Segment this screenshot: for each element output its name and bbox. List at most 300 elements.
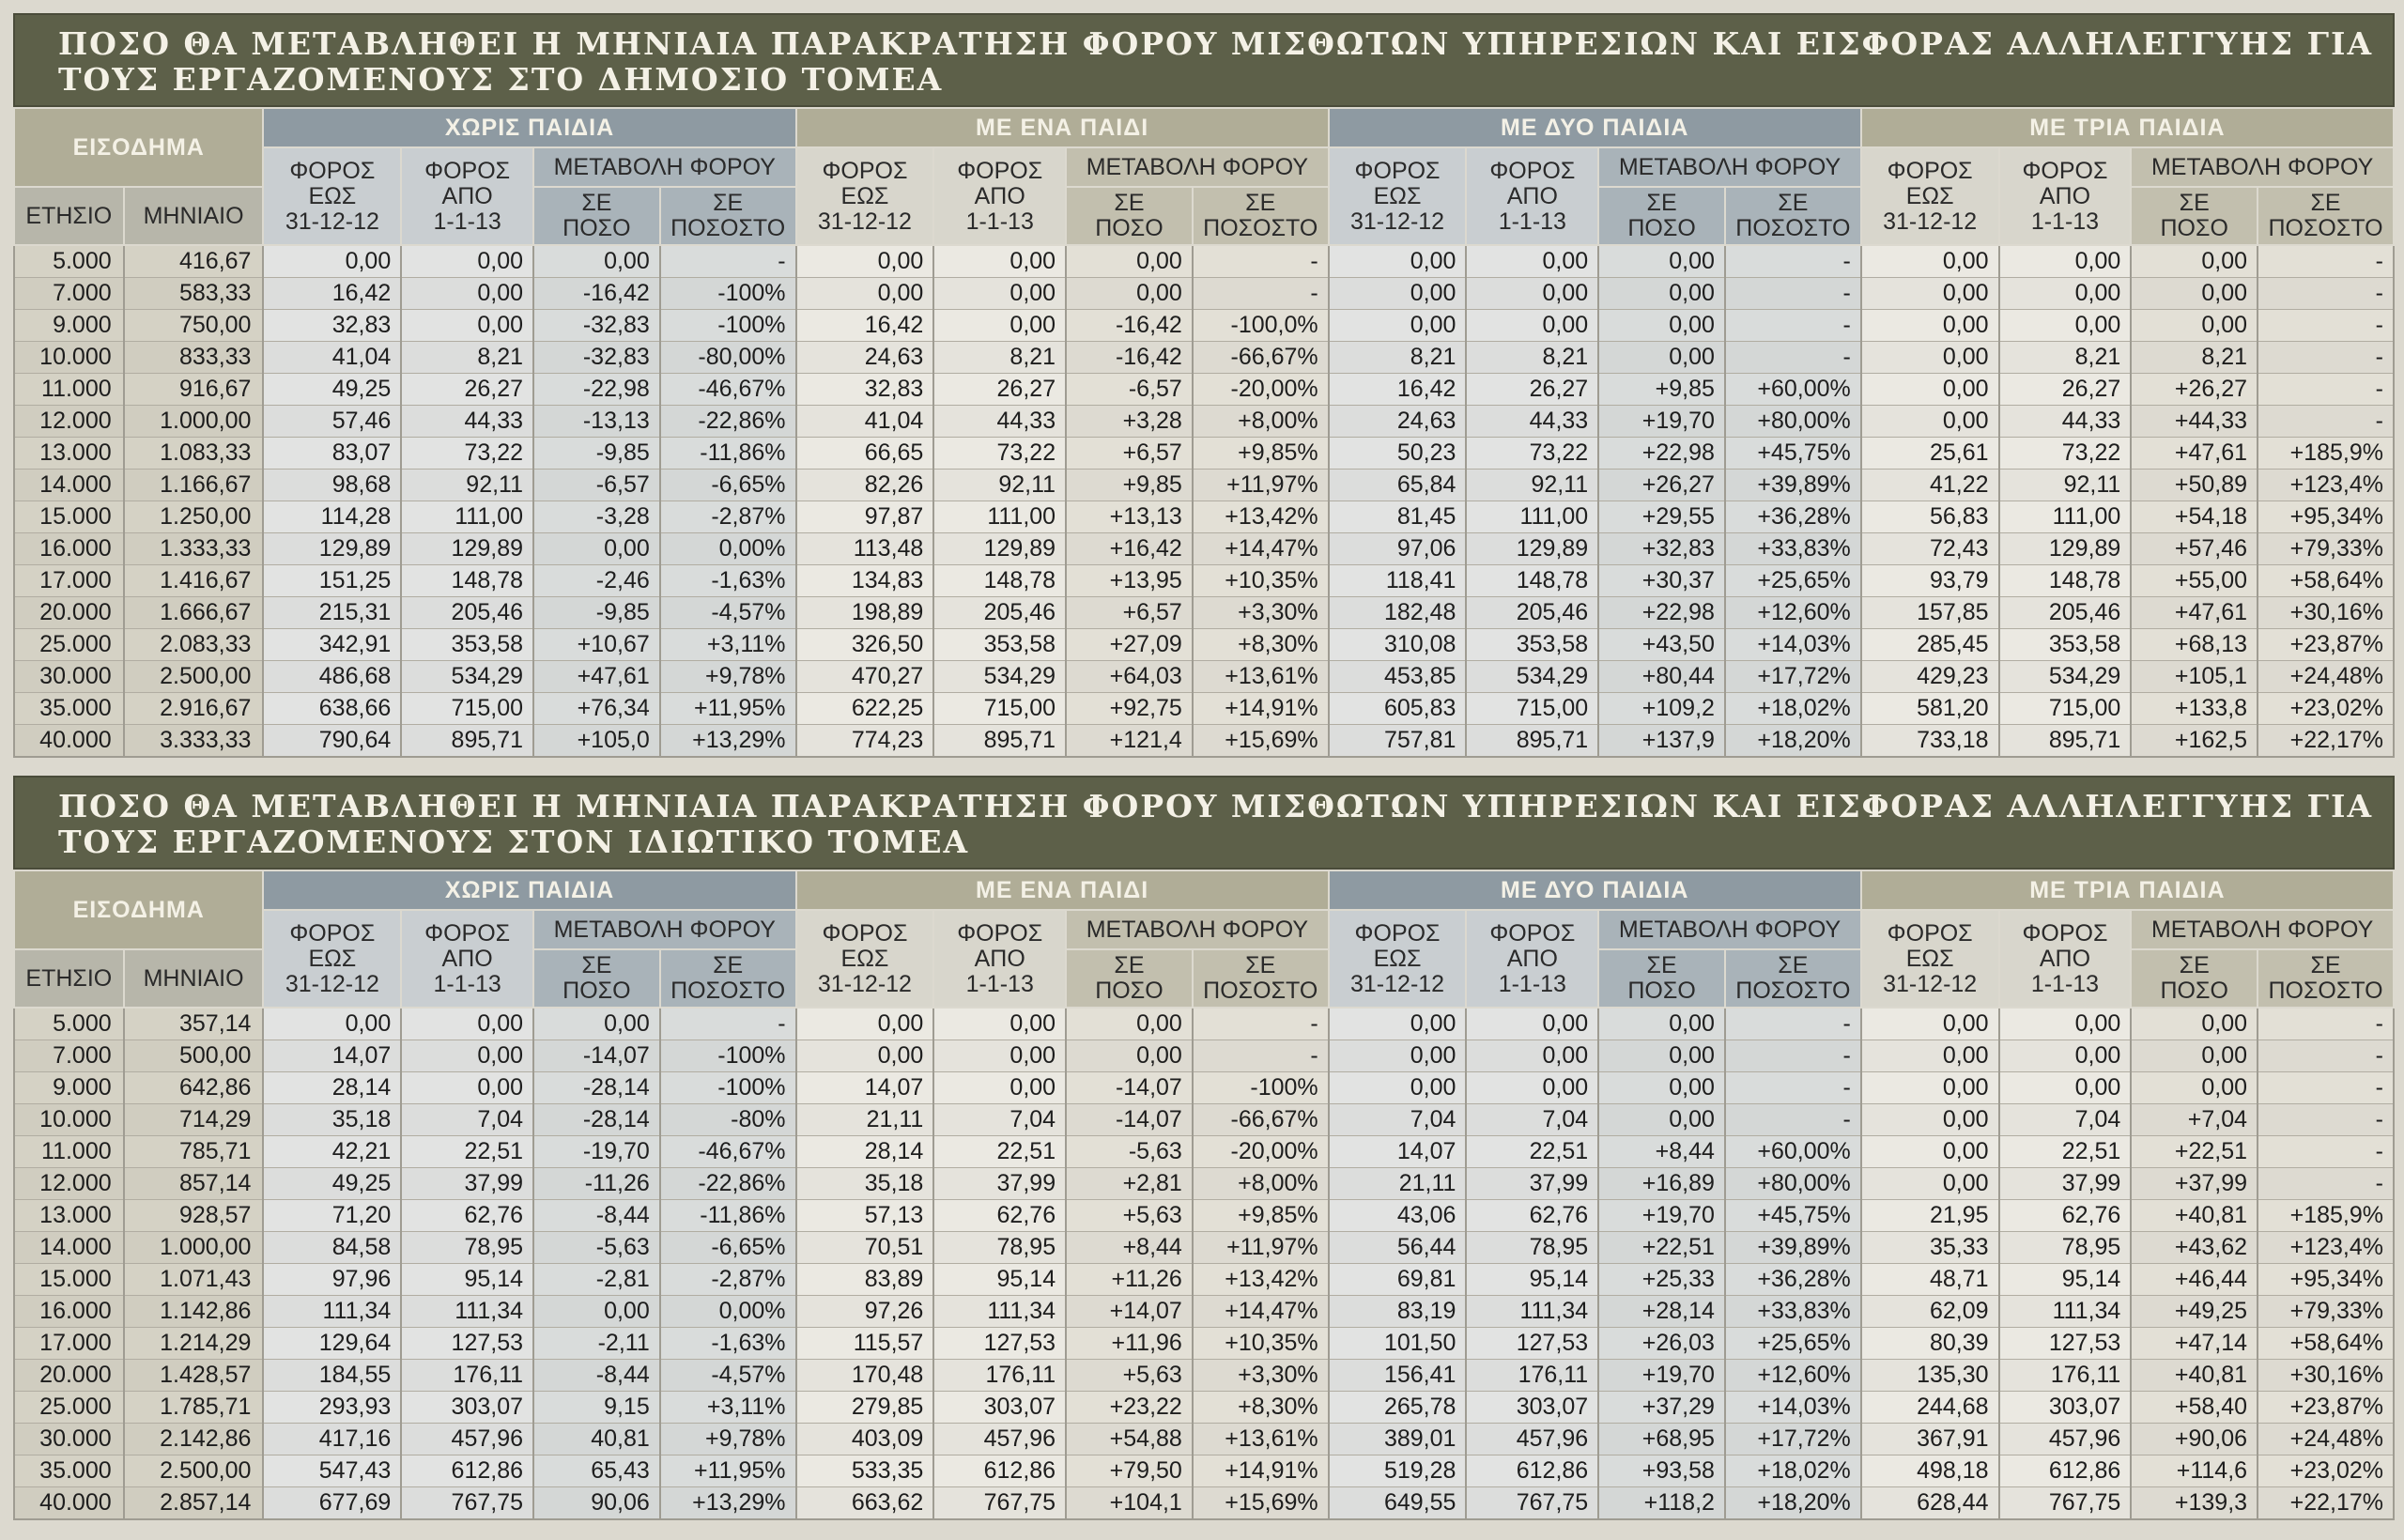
tax-before-cell: 0,00 <box>1329 310 1467 342</box>
change-amount-cell: +7,04 <box>2131 1104 2258 1136</box>
change-percent-cell: +123,4% <box>2258 470 2394 501</box>
change-percent-cell: +23,87% <box>2258 629 2394 661</box>
tax-after-cell: 0,00 <box>933 1040 1066 1072</box>
table-row <box>14 661 2394 693</box>
change-percent-cell: - <box>2258 406 2394 438</box>
change-amount-cell: +8,44 <box>1598 1136 1725 1168</box>
change-amount-cell: +47,61 <box>2131 438 2258 470</box>
tax-after-header <box>1466 147 1598 245</box>
tax-before-cell: 519,28 <box>1329 1455 1467 1487</box>
change-amount-header <box>1066 949 1193 1008</box>
change-percent-cell: - <box>1725 1104 1861 1136</box>
change-percent-cell: +3,11% <box>660 629 796 661</box>
change-amount-cell: +76,34 <box>533 693 660 725</box>
tax-after-cell: 205,46 <box>1466 597 1598 629</box>
change-amount-cell: -2,81 <box>533 1264 660 1296</box>
tax-before-cell: 57,46 <box>263 406 401 438</box>
tax-before-cell: 638,66 <box>263 693 401 725</box>
change-amount-cell: +162,5 <box>2131 725 2258 758</box>
change-percent-cell: - <box>2258 245 2394 278</box>
change-amount-cell: +26,03 <box>1598 1328 1725 1360</box>
tax-after-cell: 92,11 <box>1466 470 1598 501</box>
change-amount-cell: 9,15 <box>533 1392 660 1424</box>
change-amount-cell: +5,63 <box>1066 1360 1193 1392</box>
change-amount-cell: -32,83 <box>533 310 660 342</box>
tax-before-cell: 28,14 <box>796 1136 934 1168</box>
monthly-income-cell: 1.428,57 <box>124 1360 264 1392</box>
change-percent-cell: -1,63% <box>660 565 796 597</box>
tax-before-cell: 35,18 <box>796 1168 934 1200</box>
tax-after-cell: 457,96 <box>933 1424 1066 1455</box>
tax-after-cell: 0,00 <box>401 1040 533 1072</box>
tax-before-line: 31-12-12 <box>817 208 912 235</box>
tax-after-cell: 0,00 <box>401 1008 533 1040</box>
group-header-no-children: ΧΩΡΙΣ ΠΑΙΔΙΑ <box>263 870 795 910</box>
group-header-three-children: ΜΕ ΤΡΙΑ ΠΑΙΔΙΑ <box>1861 870 2394 910</box>
change-amount-cell: -32,83 <box>533 342 660 374</box>
annual-income-cell: 40.000 <box>14 1487 124 1520</box>
group-header-one-child: ΜΕ ΕΝΑ ΠΑΙΔΙ <box>796 870 1329 910</box>
in-percent-line: ΠΟΣΟΣΤΟ <box>670 978 786 1004</box>
tax-before-cell: 0,00 <box>1329 1008 1467 1040</box>
monthly-income-cell: 1.250,00 <box>124 501 264 533</box>
change-amount-cell: +22,51 <box>2131 1136 2258 1168</box>
tax-after-cell: 0,00 <box>933 245 1066 278</box>
in-percent-line: ΠΟΣΟΣΤΟ <box>1735 215 1851 241</box>
tax-after-cell: 0,00 <box>1999 278 2132 310</box>
annual-income-cell: 16.000 <box>14 1296 124 1328</box>
change-amount-cell: +114,6 <box>2131 1455 2258 1487</box>
change-percent-cell: - <box>2258 1040 2394 1072</box>
tax-before-cell: 170,48 <box>796 1360 934 1392</box>
tax-after-cell: 37,99 <box>401 1168 533 1200</box>
tax-after-cell: 44,33 <box>933 406 1066 438</box>
change-amount-cell: +118,2 <box>1598 1487 1725 1520</box>
change-percent-cell: -4,57% <box>660 1360 796 1392</box>
tax-before-cell: 97,06 <box>1329 533 1467 565</box>
change-percent-cell: +185,9% <box>2258 438 2394 470</box>
tax-after-cell: 78,95 <box>1466 1232 1598 1264</box>
change-percent-cell: -2,87% <box>660 501 796 533</box>
change-percent-cell: - <box>1725 1008 1861 1040</box>
monthly-header: ΜΗΝΙΑΙΟ <box>124 949 264 1008</box>
annual-income-cell: 30.000 <box>14 661 124 693</box>
tax-after-cell: 353,58 <box>401 629 533 661</box>
tax-after-cell: 457,96 <box>1999 1424 2132 1455</box>
annual-income-cell: 10.000 <box>14 342 124 374</box>
tax-after-cell: 612,86 <box>933 1455 1066 1487</box>
change-amount-cell: 0,00 <box>1598 1072 1725 1104</box>
tax-before-cell: 184,55 <box>263 1360 401 1392</box>
tax-before-cell: 0,00 <box>1861 342 1999 374</box>
annual-income-cell: 13.000 <box>14 438 124 470</box>
change-percent-cell: -100% <box>660 1040 796 1072</box>
tax-before-cell: 65,84 <box>1329 470 1467 501</box>
tax-before-cell: 453,85 <box>1329 661 1467 693</box>
tax-after-cell: 303,07 <box>1999 1392 2132 1424</box>
table-row <box>14 533 2394 565</box>
change-percent-cell: -1,63% <box>660 1328 796 1360</box>
tax-after-line: ΑΠΟ <box>1506 182 1558 209</box>
monthly-income-cell: 357,14 <box>124 1008 264 1040</box>
tax-after-cell: 534,29 <box>1999 661 2132 693</box>
tax-after-cell: 8,21 <box>933 342 1066 374</box>
change-amount-cell: +47,61 <box>533 661 660 693</box>
table-row <box>14 1040 2394 1072</box>
tax-after-header <box>933 147 1066 245</box>
change-percent-cell: -20,00% <box>1193 1136 1329 1168</box>
monthly-income-cell: 2.500,00 <box>124 661 264 693</box>
in-percent-line: ΣΕ <box>1245 952 1276 978</box>
tax-after-cell: 95,14 <box>401 1264 533 1296</box>
tax-after-cell: 148,78 <box>401 565 533 597</box>
change-percent-cell: -11,86% <box>660 438 796 470</box>
tax-after-cell: 62,76 <box>1466 1200 1598 1232</box>
tax-after-cell: 895,71 <box>1999 725 2132 758</box>
change-percent-cell: - <box>1193 1040 1329 1072</box>
change-percent-cell: +23,02% <box>2258 693 2394 725</box>
annual-income-cell: 35.000 <box>14 693 124 725</box>
tax-after-line: 1-1-13 <box>1498 208 1566 235</box>
annual-income-cell: 40.000 <box>14 725 124 758</box>
change-percent-cell: -46,67% <box>660 1136 796 1168</box>
change-percent-cell: -2,87% <box>660 1264 796 1296</box>
change-amount-cell: +9,85 <box>1066 470 1193 501</box>
tax-after-cell: 0,00 <box>1466 245 1598 278</box>
annual-income-cell: 5.000 <box>14 1008 124 1040</box>
tax-after-cell: 44,33 <box>401 406 533 438</box>
change-amount-cell: +9,85 <box>1598 374 1725 406</box>
tax-before-header <box>263 147 401 245</box>
tax-before-cell: 498,18 <box>1861 1455 1999 1487</box>
in-amount-line: ΠΟΣΟ <box>1095 978 1163 1004</box>
monthly-income-cell: 2.083,33 <box>124 629 264 661</box>
change-percent-cell: - <box>2258 1008 2394 1040</box>
tax-after-line: ΑΠΟ <box>974 945 1025 972</box>
in-amount-line: ΠΟΣΟ <box>2160 215 2228 241</box>
monthly-income-cell: 785,71 <box>124 1136 264 1168</box>
tax-after-header <box>1999 910 2132 1008</box>
change-percent-cell: +13,61% <box>1193 1424 1329 1455</box>
change-amount-cell: 0,00 <box>533 1296 660 1328</box>
change-percent-cell: -22,86% <box>660 406 796 438</box>
tax-after-cell: 457,96 <box>1466 1424 1598 1455</box>
change-percent-cell: +13,42% <box>1193 1264 1329 1296</box>
change-percent-cell: +80,00% <box>1725 1168 1861 1200</box>
annual-income-cell: 12.000 <box>14 406 124 438</box>
change-percent-cell: -100% <box>660 1072 796 1104</box>
change-amount-cell: +29,55 <box>1598 501 1725 533</box>
in-percent-line: ΠΟΣΟΣΤΟ <box>2268 978 2383 1004</box>
tax-after-cell: 78,95 <box>933 1232 1066 1264</box>
change-percent-cell: +14,91% <box>1193 1455 1329 1487</box>
table-body <box>14 1008 2394 1519</box>
change-amount-header <box>1598 187 1725 245</box>
in-amount-line: ΠΟΣΟ <box>562 978 631 1004</box>
change-amount-cell: -14,07 <box>533 1040 660 1072</box>
change-percent-cell: +18,20% <box>1725 725 1861 758</box>
tax-after-cell: 73,22 <box>401 438 533 470</box>
change-amount-header <box>1598 949 1725 1008</box>
change-percent-cell: +11,95% <box>660 693 796 725</box>
change-amount-header <box>1066 187 1193 245</box>
tax-before-line: 31-12-12 <box>285 970 379 997</box>
change-percent-cell: +95,34% <box>2258 1264 2394 1296</box>
change-percent-cell: +14,03% <box>1725 629 1861 661</box>
change-amount-cell: +13,13 <box>1066 501 1193 533</box>
annual-income-cell: 14.000 <box>14 1232 124 1264</box>
tax-after-line: ΑΠΟ <box>1506 945 1558 972</box>
tax-before-cell: 35,33 <box>1861 1232 1999 1264</box>
monthly-income-cell: 928,57 <box>124 1200 264 1232</box>
annual-income-cell: 17.000 <box>14 565 124 597</box>
monthly-income-cell: 1.000,00 <box>124 1232 264 1264</box>
tax-after-cell: 111,34 <box>1466 1296 1598 1328</box>
in-percent-line: ΠΟΣΟΣΤΟ <box>1735 978 1851 1004</box>
change-percent-cell: -11,86% <box>660 1200 796 1232</box>
tax-before-cell: 151,25 <box>263 565 401 597</box>
change-percent-cell: 0,00% <box>660 533 796 565</box>
tax-change-header: ΜΕΤΑΒΟΛΗ ΦΟΡΟΥ <box>1598 910 1861 949</box>
tax-before-cell: 0,00 <box>1861 1168 1999 1200</box>
change-amount-cell: +105,0 <box>533 725 660 758</box>
tax-after-line: ΑΠΟ <box>974 182 1025 209</box>
change-amount-cell: +30,37 <box>1598 565 1725 597</box>
change-amount-cell: 0,00 <box>2131 1040 2258 1072</box>
change-percent-cell: +9,85% <box>1193 1200 1329 1232</box>
change-amount-cell: +6,57 <box>1066 597 1193 629</box>
tax-after-line: 1-1-13 <box>965 208 1034 235</box>
change-amount-cell: 0,00 <box>1066 1040 1193 1072</box>
change-amount-cell: 0,00 <box>1066 1008 1193 1040</box>
tax-before-cell: 293,93 <box>263 1392 401 1424</box>
annual-income-cell: 25.000 <box>14 629 124 661</box>
change-amount-cell: 40,81 <box>533 1424 660 1455</box>
tax-after-cell: 44,33 <box>1999 406 2132 438</box>
change-amount-cell: +50,89 <box>2131 470 2258 501</box>
tax-after-cell: 127,53 <box>1466 1328 1598 1360</box>
tax-before-header <box>1861 147 1999 245</box>
change-percent-cell: - <box>2258 374 2394 406</box>
table-row <box>14 693 2394 725</box>
tax-after-cell: 0,00 <box>933 1072 1066 1104</box>
tax-after-cell: 22,51 <box>1466 1136 1598 1168</box>
tax-after-cell: 767,75 <box>1999 1487 2132 1520</box>
table-row <box>14 1487 2394 1520</box>
change-percent-cell: +185,9% <box>2258 1200 2394 1232</box>
change-percent-cell: +18,20% <box>1725 1487 1861 1520</box>
tax-before-cell: 32,83 <box>796 374 934 406</box>
tax-after-line: 1-1-13 <box>433 208 501 235</box>
tax-before-cell: 0,00 <box>1329 245 1467 278</box>
tax-before-cell: 389,01 <box>1329 1424 1467 1455</box>
group-header-two-children: ΜΕ ΔΥΟ ΠΑΙΔΙΑ <box>1329 870 1861 910</box>
tax-before-cell: 48,71 <box>1861 1264 1999 1296</box>
monthly-income-cell: 1.666,67 <box>124 597 264 629</box>
change-amount-cell: +105,1 <box>2131 661 2258 693</box>
monthly-income-cell: 500,00 <box>124 1040 264 1072</box>
tax-before-cell: 0,00 <box>263 1008 401 1040</box>
tax-after-cell: 111,34 <box>401 1296 533 1328</box>
monthly-income-cell: 1.000,00 <box>124 406 264 438</box>
table-row <box>14 1328 2394 1360</box>
change-percent-cell: +39,89% <box>1725 470 1861 501</box>
monthly-income-cell: 583,33 <box>124 278 264 310</box>
tax-before-cell: 0,00 <box>1861 310 1999 342</box>
tax-change-header: ΜΕΤΑΒΟΛΗ ΦΟΡΟΥ <box>2131 147 2394 187</box>
tax-before-cell: 0,00 <box>796 245 934 278</box>
table-row <box>14 1296 2394 1328</box>
change-percent-cell: +14,47% <box>1193 1296 1329 1328</box>
table-row <box>14 1232 2394 1264</box>
change-amount-cell: -2,46 <box>533 565 660 597</box>
tax-before-cell: 0,00 <box>1861 1040 1999 1072</box>
change-percent-cell: +17,72% <box>1725 661 1861 693</box>
change-amount-cell: +6,57 <box>1066 438 1193 470</box>
change-percent-cell: +18,02% <box>1725 1455 1861 1487</box>
change-amount-cell: +109,2 <box>1598 693 1725 725</box>
monthly-income-cell: 1.166,67 <box>124 470 264 501</box>
tax-before-cell: 244,68 <box>1861 1392 1999 1424</box>
tax-before-cell: 66,65 <box>796 438 934 470</box>
tax-before-line: ΦΟΡΟΣ <box>289 919 376 947</box>
change-percent-cell: +33,83% <box>1725 1296 1861 1328</box>
tax-after-cell: 44,33 <box>1466 406 1598 438</box>
change-amount-cell: +32,83 <box>1598 533 1725 565</box>
in-percent-line: ΠΟΣΟΣΤΟ <box>2268 215 2383 241</box>
change-percent-cell: +10,35% <box>1193 1328 1329 1360</box>
tax-before-cell: 8,21 <box>1329 342 1467 374</box>
annual-income-cell: 11.000 <box>14 1136 124 1168</box>
change-percent-cell: - <box>1725 1072 1861 1104</box>
change-amount-cell: -5,63 <box>533 1232 660 1264</box>
annual-income-cell: 10.000 <box>14 1104 124 1136</box>
change-amount-cell: +80,44 <box>1598 661 1725 693</box>
change-percent-cell: +25,65% <box>1725 565 1861 597</box>
tax-before-line: ΦΟΡΟΣ <box>822 157 908 184</box>
change-percent-cell: - <box>1725 1040 1861 1072</box>
change-amount-cell: +46,44 <box>2131 1264 2258 1296</box>
tax-before-cell: 215,31 <box>263 597 401 629</box>
tax-after-cell: 129,89 <box>1999 533 2132 565</box>
tax-after-cell: 129,89 <box>1466 533 1598 565</box>
change-percent-cell: - <box>1193 245 1329 278</box>
tax-before-cell: 28,14 <box>263 1072 401 1104</box>
change-percent-cell: +80,00% <box>1725 406 1861 438</box>
table-row <box>14 438 2394 470</box>
monthly-income-cell: 642,86 <box>124 1072 264 1104</box>
table-row <box>14 245 2394 278</box>
tax-before-cell: 0,00 <box>1861 1008 1999 1040</box>
in-amount-line: ΠΟΣΟ <box>1095 215 1163 241</box>
tax-before-cell: 157,85 <box>1861 597 1999 629</box>
annual-income-cell: 17.000 <box>14 1328 124 1360</box>
change-percent-cell: -66,67% <box>1193 342 1329 374</box>
tax-after-cell: 767,75 <box>933 1487 1066 1520</box>
tax-before-line: ΕΩΣ <box>308 182 357 209</box>
monthly-header: ΜΗΝΙΑΙΟ <box>124 187 264 245</box>
change-amount-cell: 0,00 <box>1598 1040 1725 1072</box>
tax-after-cell: 534,29 <box>1466 661 1598 693</box>
tax-before-cell: 0,00 <box>1329 1040 1467 1072</box>
change-amount-cell: +43,50 <box>1598 629 1725 661</box>
table-row <box>14 470 2394 501</box>
in-amount-line: ΣΕ <box>1646 190 1677 216</box>
change-amount-cell: 0,00 <box>2131 310 2258 342</box>
monthly-income-cell: 2.142,86 <box>124 1424 264 1455</box>
change-percent-cell: +58,64% <box>2258 565 2394 597</box>
change-percent-cell: +13,42% <box>1193 501 1329 533</box>
tax-after-line: ΑΠΟ <box>2039 182 2091 209</box>
change-percent-cell: -4,57% <box>660 597 796 629</box>
in-percent-line: ΠΟΣΟΣΤΟ <box>1203 215 1318 241</box>
tax-before-cell: 605,83 <box>1329 693 1467 725</box>
annual-income-cell: 20.000 <box>14 1360 124 1392</box>
change-amount-cell: -6,57 <box>1066 374 1193 406</box>
change-percent-cell: +8,00% <box>1193 1168 1329 1200</box>
change-amount-cell: +3,28 <box>1066 406 1193 438</box>
change-amount-cell: 0,00 <box>1066 278 1193 310</box>
tax-before-cell: 21,95 <box>1861 1200 1999 1232</box>
tax-after-cell: 767,75 <box>401 1487 533 1520</box>
tax-after-cell: 111,00 <box>933 501 1066 533</box>
group-header-two-children: ΜΕ ΔΥΟ ΠΑΙΔΙΑ <box>1329 108 1861 147</box>
change-amount-header <box>533 187 660 245</box>
tax-before-cell: 69,81 <box>1329 1264 1467 1296</box>
tax-after-cell: 0,00 <box>1466 278 1598 310</box>
tax-before-cell: 24,63 <box>1329 406 1467 438</box>
tax-after-cell: 205,46 <box>933 597 1066 629</box>
change-amount-cell: +27,09 <box>1066 629 1193 661</box>
tax-after-cell: 127,53 <box>933 1328 1066 1360</box>
monthly-income-cell: 2.857,14 <box>124 1487 264 1520</box>
change-percent-cell: +8,30% <box>1193 1392 1329 1424</box>
annual-income-cell: 9.000 <box>14 1072 124 1104</box>
change-percent-cell: +17,72% <box>1725 1424 1861 1455</box>
tax-after-line: ΑΠΟ <box>2039 945 2091 972</box>
in-amount-line: ΠΟΣΟ <box>2160 978 2228 1004</box>
tax-before-cell: 663,62 <box>796 1487 934 1520</box>
tax-before-cell: 14,07 <box>263 1040 401 1072</box>
tax-before-line: 31-12-12 <box>285 208 379 235</box>
tax-before-cell: 82,26 <box>796 470 934 501</box>
tax-before-line: ΕΩΣ <box>840 182 889 209</box>
tax-before-cell: 533,35 <box>796 1455 934 1487</box>
change-percent-cell: +3,11% <box>660 1392 796 1424</box>
change-percent-cell: +79,33% <box>2258 533 2394 565</box>
tax-after-line: 1-1-13 <box>1498 970 1566 997</box>
tax-after-header <box>1466 910 1598 1008</box>
change-percent-cell: -80,00% <box>660 342 796 374</box>
change-percent-cell: -100% <box>1193 1072 1329 1104</box>
in-percent-line: ΣΕ <box>1778 952 1809 978</box>
in-percent-line: ΣΕ <box>713 952 744 978</box>
annual-income-cell: 11.000 <box>14 374 124 406</box>
change-percent-cell: +9,85% <box>1193 438 1329 470</box>
tax-before-cell: 111,34 <box>263 1296 401 1328</box>
in-amount-line: ΣΕ <box>1646 952 1677 978</box>
tax-before-cell: 547,43 <box>263 1455 401 1487</box>
annual-income-cell: 20.000 <box>14 597 124 629</box>
change-amount-cell: -11,26 <box>533 1168 660 1200</box>
change-percent-cell: - <box>660 245 796 278</box>
change-amount-cell: -5,63 <box>1066 1136 1193 1168</box>
change-percent-cell: -80% <box>660 1104 796 1136</box>
change-amount-cell: -28,14 <box>533 1104 660 1136</box>
tax-after-line: ΑΠΟ <box>441 182 493 209</box>
tax-before-cell: 326,50 <box>796 629 934 661</box>
change-percent-header <box>1725 187 1861 245</box>
